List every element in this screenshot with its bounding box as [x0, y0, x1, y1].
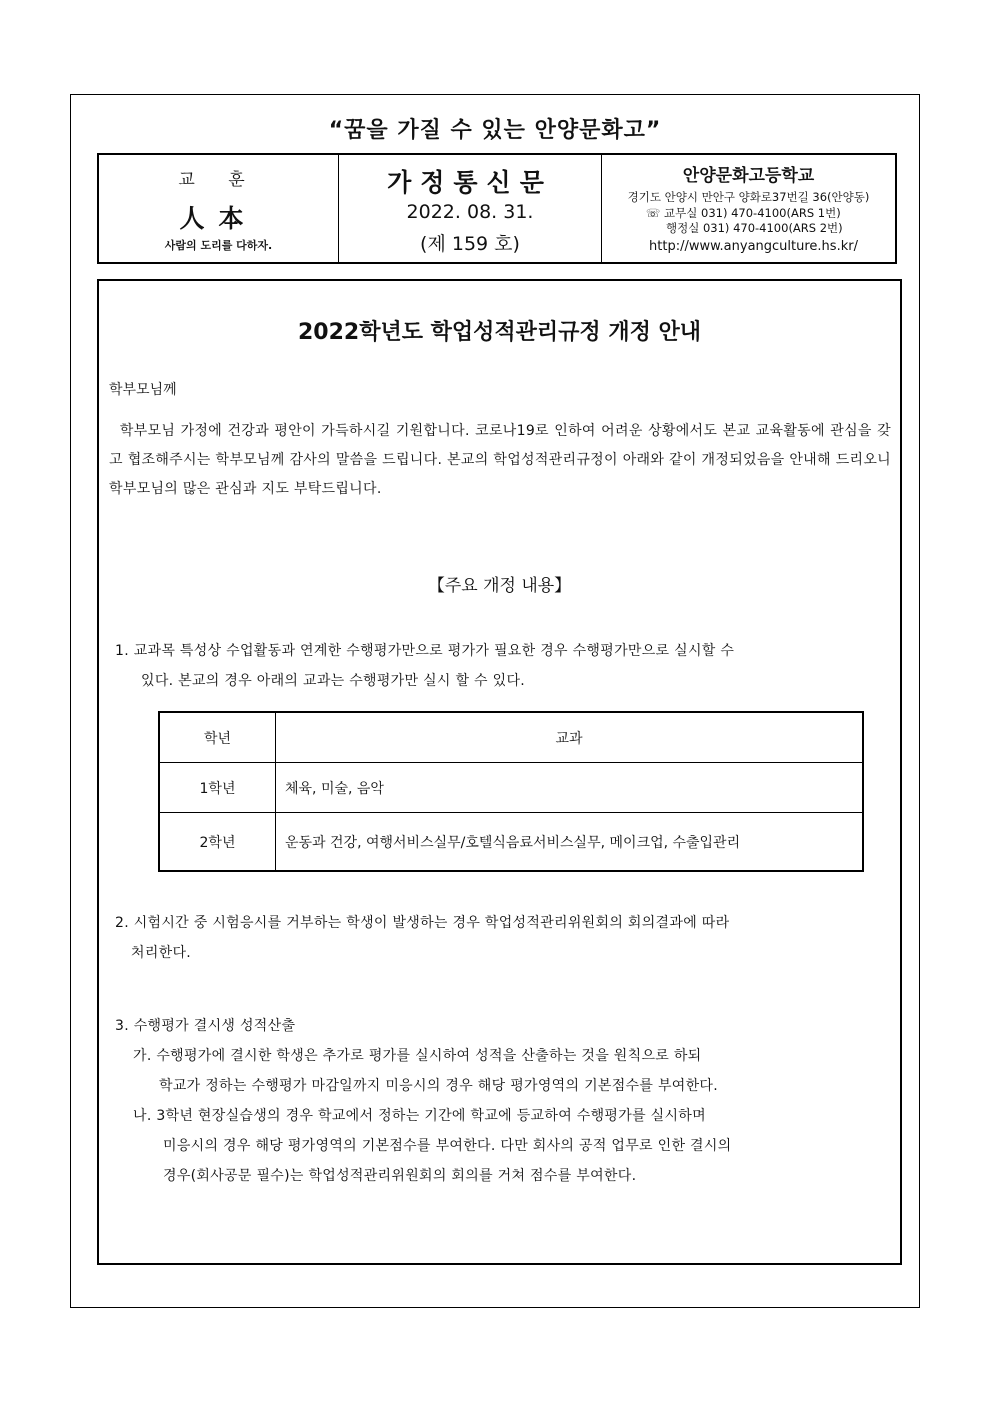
school-name: 안양문화고등학교 [682, 166, 815, 186]
table-cell-grade: 1학년 [159, 763, 276, 813]
salutation: 학부모님께 [109, 382, 177, 398]
subjects-table [158, 711, 864, 872]
revision-item-1 [115, 636, 893, 696]
table-row [159, 763, 863, 813]
table-cell-subjects: 체육, 미술, 음악 [276, 763, 864, 813]
document-title: 2022학년도 학업성적관리규정 개정 안내 [298, 320, 701, 345]
item-3-sub-b [115, 1101, 893, 1191]
item-3b-line-3: 경우(회사공문 필수)는 학업성적관리위원회의 회의를 거쳐 점수를 부여한다. [163, 1168, 637, 1184]
table-header-grade: 학년 [159, 712, 276, 763]
office-phone: ☏ 교무실 031) 470-4100(ARS 1번) [646, 206, 841, 220]
issue-number: (제 159 호) [420, 233, 520, 255]
table-cell-subjects: 운동과 건강, 여행서비스실무/호텔식음료서비스실무, 메이크업, 수출입관리 [276, 813, 864, 872]
newsletter-title-cell [339, 155, 602, 262]
intro-paragraph: 학부모님 가정에 건강과 평안이 가득하시길 기원합니다. 코로나19로 인하여 어려운 상황에서도 본교 교육활동에 관심을 갖고 협조해주시는 학부모님께 감사의 말씀을 드립니다. 본교의 학업성적관리규정이 아래와 같이 개정되었음을 안내해 드리오니 학부모님의 많은 관심과 지도 부탁드립니다. [109, 423, 896, 497]
admin-phone: 행정실 031) 470-4100(ARS 2번) [666, 221, 843, 235]
school-slogan: “꿈을 가질 수 있는 안양문화고” [328, 118, 662, 143]
revision-item-3 [115, 1011, 893, 1191]
section-heading: 【주요 개정 내용】 [427, 576, 572, 596]
item-2-line-1: 2. 시험시간 중 시험응시를 거부하는 학생이 발생하는 경우 학업성적관리위원회의 회의결과에 따라 [115, 915, 730, 931]
item-1-line-2: 있다. 본교의 경우 아래의 교과는 수행평가만 실시 할 수 있다. [141, 673, 526, 689]
item-3-sub-a [115, 1041, 893, 1101]
item-3a-line-2: 학교가 정하는 수행평가 마감일까지 미응시의 경우 해당 평가영역의 기본점수를 부여한다. [159, 1078, 718, 1094]
school-address: 경기도 안양시 만안구 양화로37번길 36(안양동) [627, 190, 870, 204]
newsletter-title: 가정통신문 [387, 168, 553, 197]
item-3-title: 3. 수행평가 결시생 성적산출 [115, 1018, 296, 1034]
school-info-cell [602, 155, 895, 262]
revision-item-2 [115, 908, 893, 968]
table-header-subject: 교과 [276, 712, 864, 763]
item-3b-line-1: 나. 3학년 현장실습생의 경우 학교에서 정하는 기간에 학교에 등교하여 수행평가를 실시하며 [133, 1108, 706, 1124]
item-2-line-2: 처리한다. [131, 945, 192, 961]
motto-label: 교 훈 [178, 170, 259, 190]
newsletter-header [97, 153, 897, 264]
item-3b-line-2: 미응시의 경우 해당 평가영역의 기본점수를 부여한다. 다만 회사의 공적 업무로 인한 결시의 [163, 1138, 732, 1154]
table-row [159, 813, 863, 872]
issue-date: 2022. 08. 31. [406, 201, 534, 223]
item-1-line-1: 1. 교과목 특성상 수업활동과 연계한 수행평가만으로 평가가 필요한 경우 수행평가만으로 실시할 수 [115, 643, 735, 659]
item-3a-line-1: 가. 수행평가에 결시한 학생은 추가로 평가를 실시하여 성적을 산출하는 것을 원칙으로 하되 [133, 1048, 702, 1064]
motto-cell [99, 155, 339, 262]
school-motto: 人本 [179, 204, 258, 233]
table-cell-grade: 2학년 [159, 813, 276, 872]
motto-subtitle: 사람의 도리를 다하자. [164, 239, 273, 252]
table-header-row [159, 712, 863, 763]
school-website-link[interactable]: http://www.anyangculture.hs.kr/ [649, 239, 858, 254]
document-body [97, 279, 902, 1265]
page-frame [70, 94, 920, 1308]
